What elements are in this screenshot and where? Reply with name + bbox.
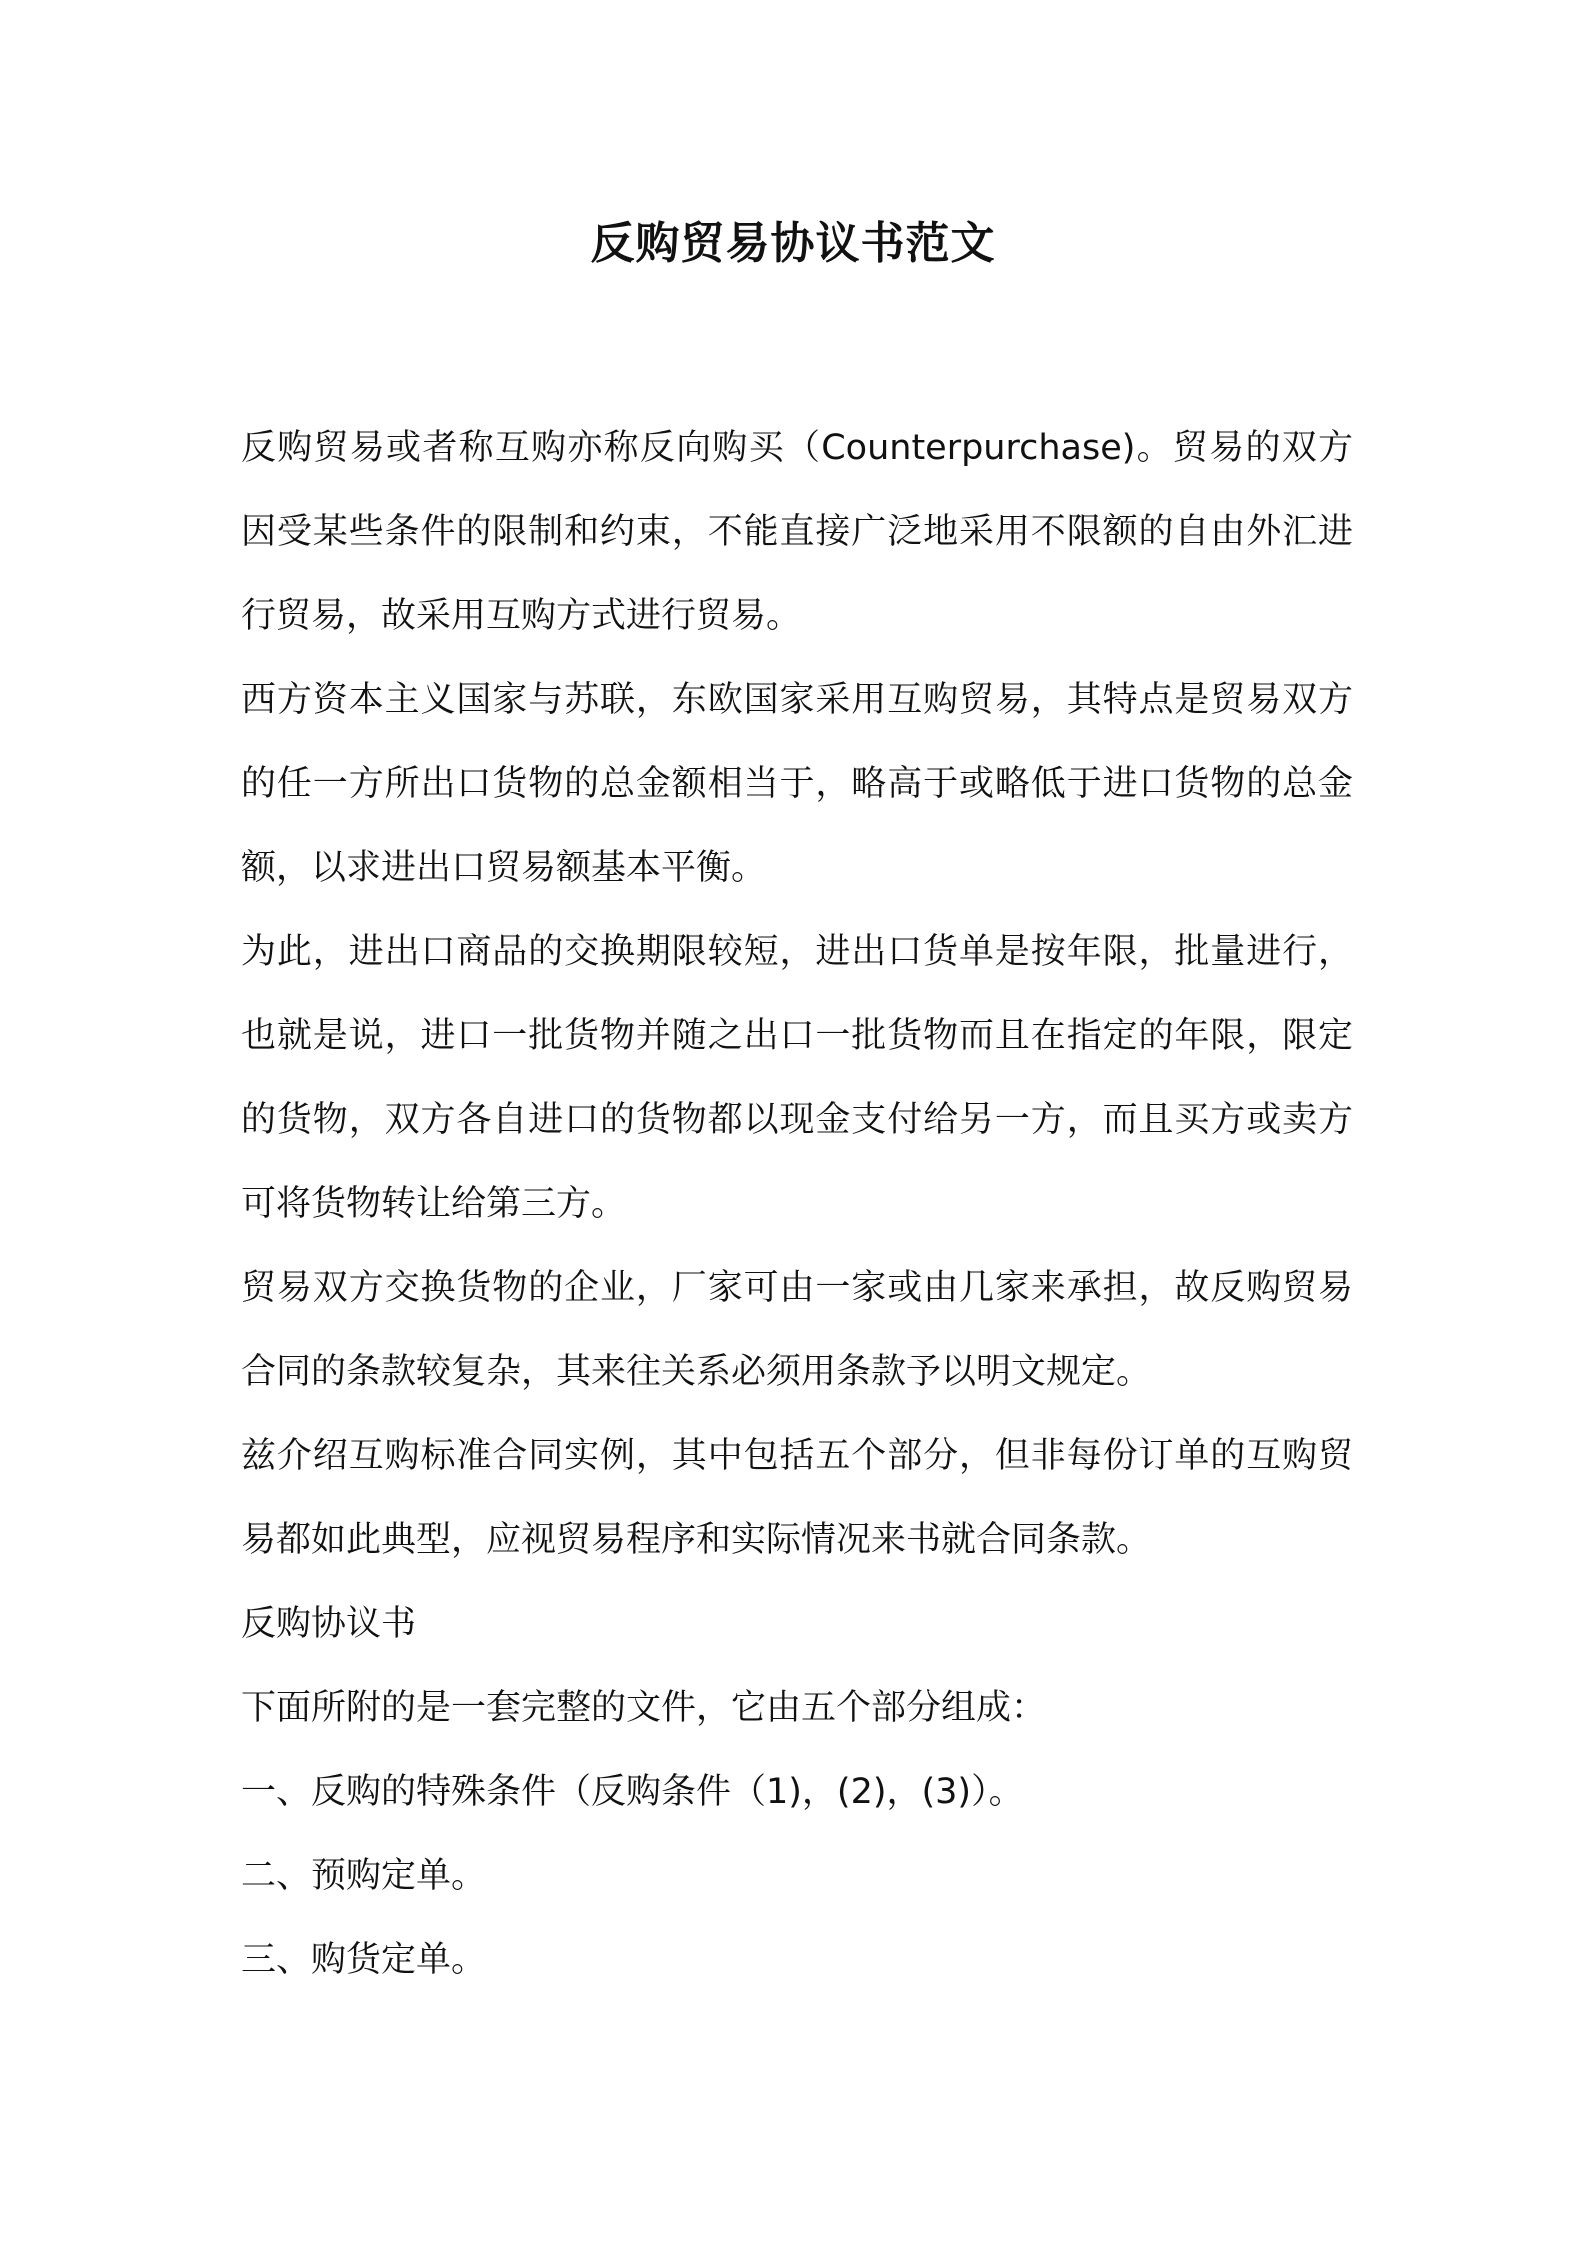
section-heading: 反购协议书 (241, 1604, 417, 1644)
paragraph-characteristics: 西方资本主义国家与苏联，东欧国家采用互购贸易，其特点是贸易双方的任一方所出口货物的总金额相当于，略高于或略低于进口货物的总金额，以求进出口贸易额基本平衡。 (241, 680, 1353, 888)
paragraph-example-intro: 兹介绍互购标准合同实例，其中包括五个部分，但非每份订单的互购贸易都如此典型，应视贸易程序和实际情况来书就合同条款。 (241, 1436, 1353, 1560)
list-item-1: 一、反购的特殊条件（反购条件（1)，(2)，(3)）。 (241, 1772, 1024, 1812)
paragraph-composition: 下面所附的是一套完整的文件，它由五个部分组成： (241, 1688, 1047, 1728)
paragraph-parties: 贸易双方交换货物的企业，厂家可由一家或由几家来承担，故反购贸易合同的条款较复杂，其来往关系必须用条款予以明文规定。 (241, 1268, 1353, 1392)
list-item-3: 三、购货定单。 (241, 1940, 487, 1980)
document-title: 反购贸易协议书范文 (590, 218, 996, 269)
paragraph-exchange-terms: 为此，进出口商品的交换期限较短，进出口货单是按年限，批量进行，也就是说，进口一批货物并随之出口一批货物而且在指定的年限，限定的货物，双方各自进口的货物都以现金支付给另一方，而且买方或卖方可将货物转让给第三方。 (241, 932, 1353, 1224)
list-item-2: 二、预购定单。 (241, 1856, 487, 1896)
document-body (241, 406, 1353, 2002)
paragraph-intro: 反购贸易或者称互购亦称反向购买（Counterpurchase)。贸易的双方因受某些条件的限制和约束，不能直接广泛地采用不限额的自由外汇进行贸易，故采用互购方式进行贸易。 (241, 428, 1353, 636)
